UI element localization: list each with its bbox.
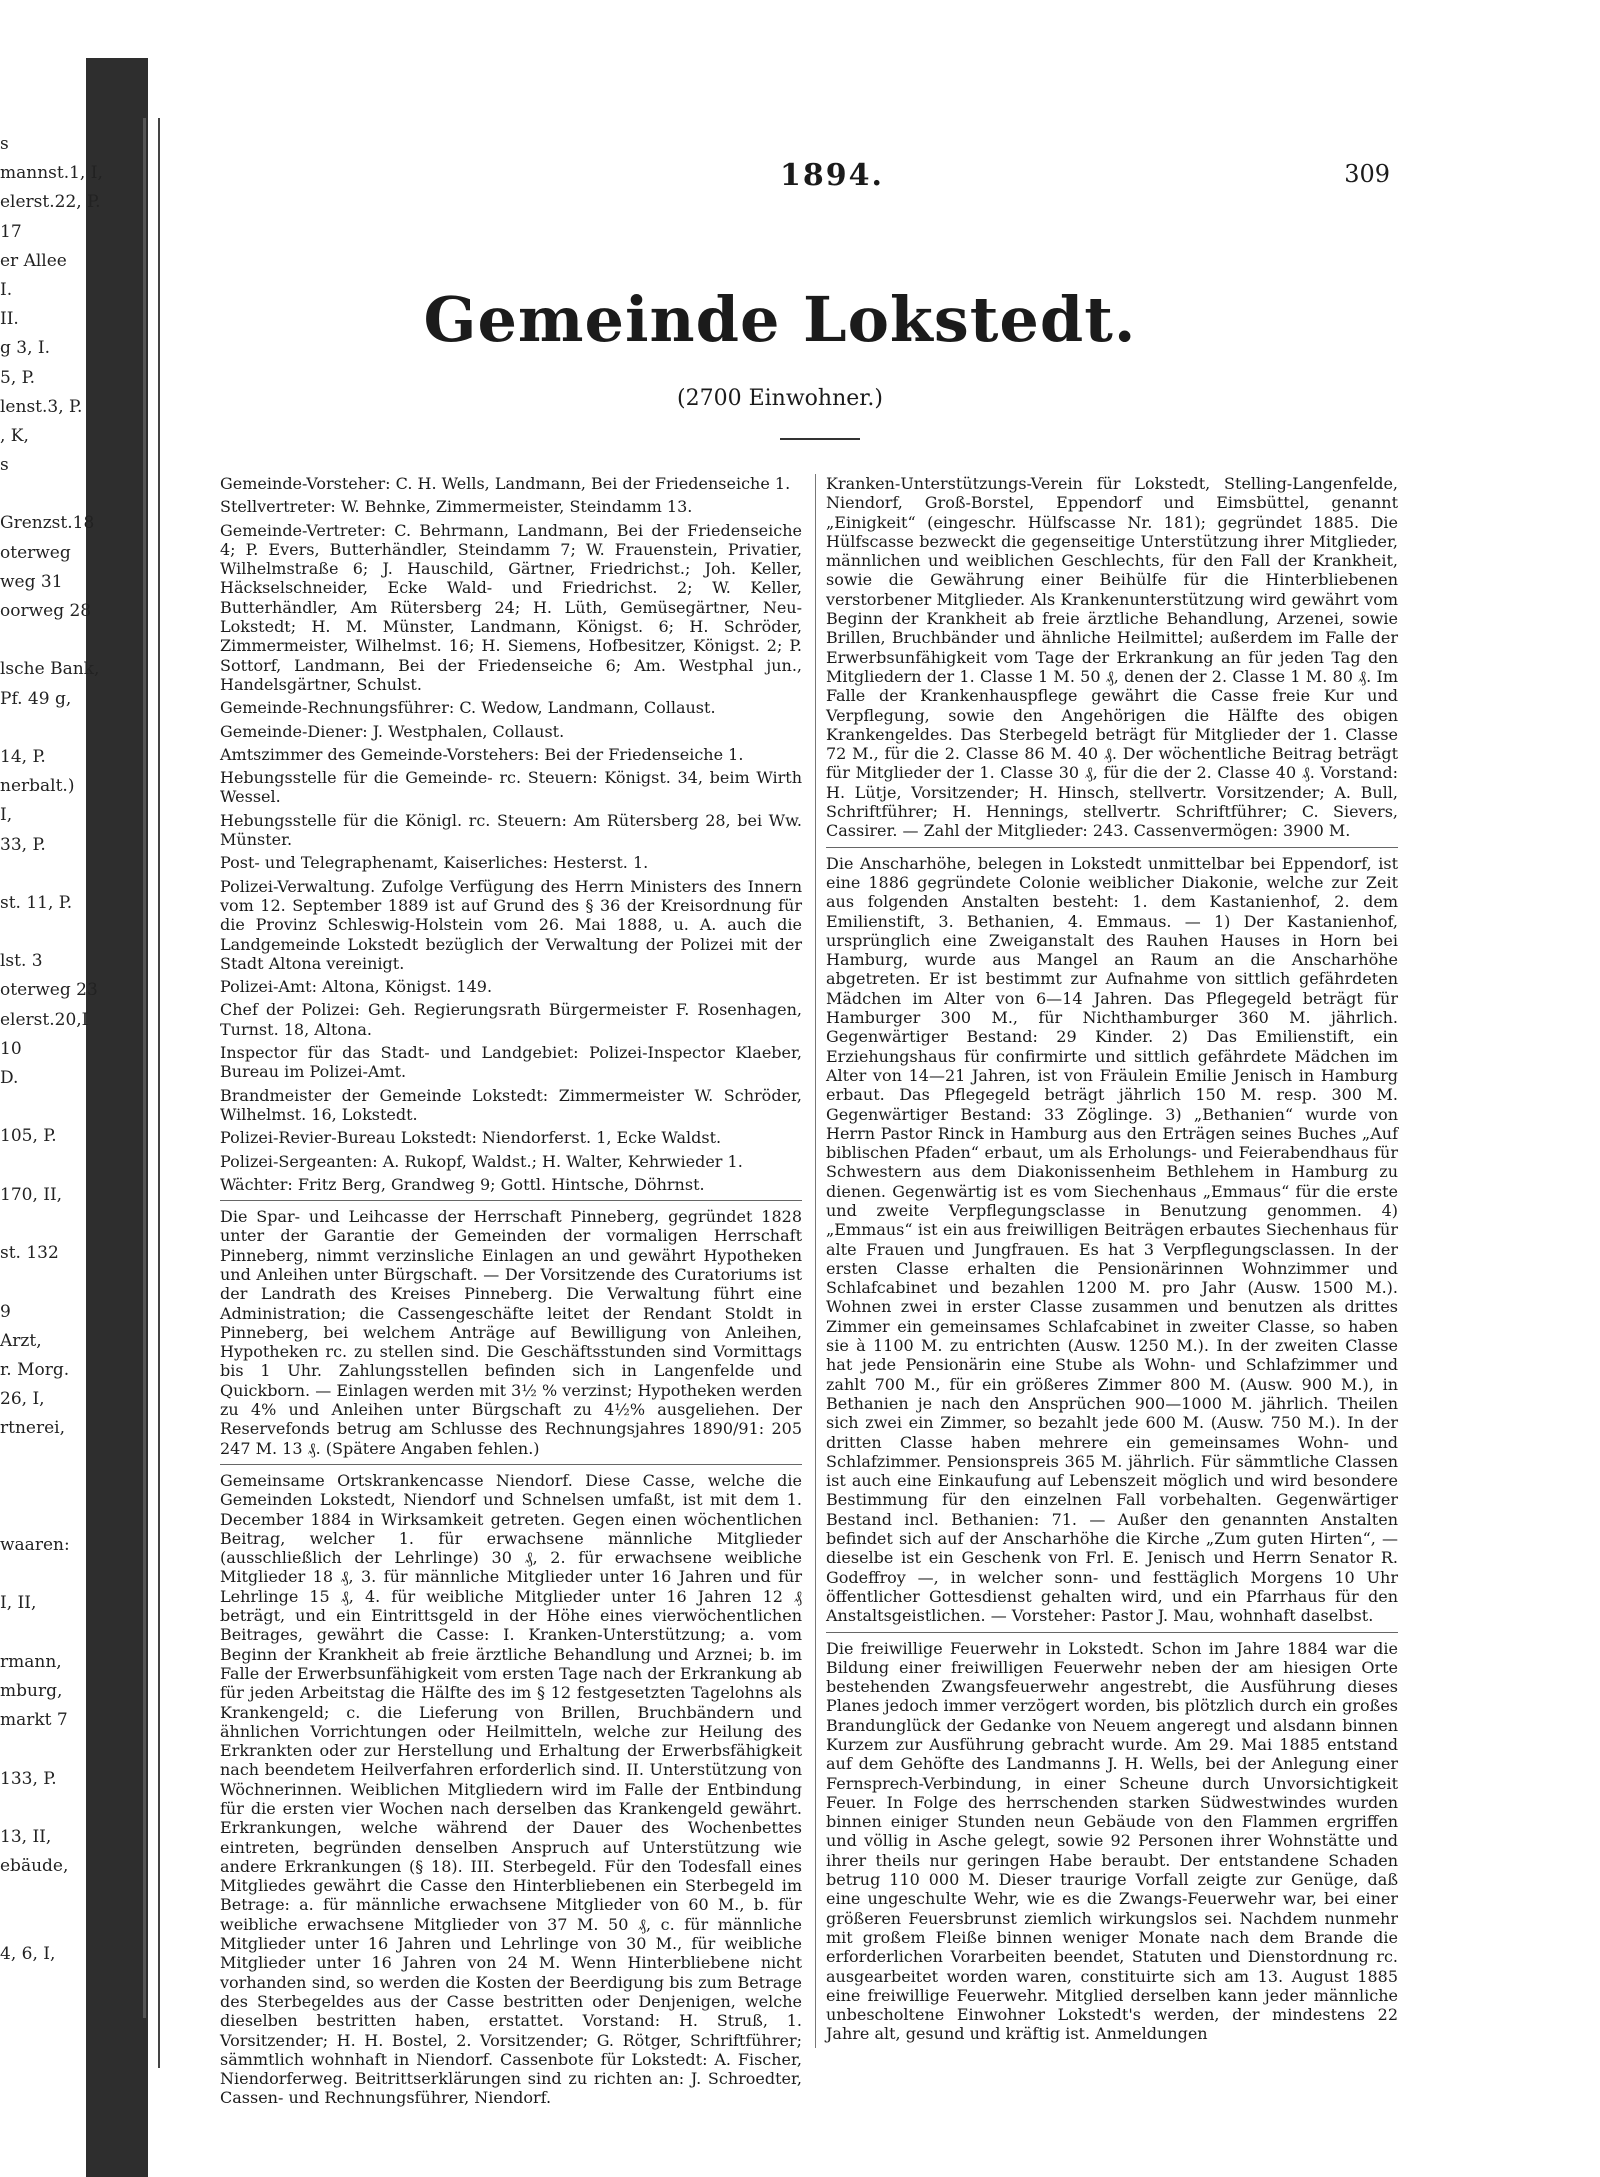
paragraph: Gemeinde-Vertreter: C. Behrmann, Landmann, Bei der Friedenseiche 4; P. Evers, Butterhändler, Steindamm 7; W. Frauenstein, Privatier, Wilhelmstraße 6; J. Hauschild, Gärtner, Friedrichst.; Joh. Keller, Häckselschneider, Ecke Wald- und Friedrichst. 2; W. Keller, Butterhändler, Am Rütersberg 24; H. Lüth, Gemüsegärtner, Neu-Lokstedt; H. M. Münster, Landmann, Königst. 6; H. Schröder, Zimmermeister, Wilhelmst. 16; H. Siemens, Hofbesitzer, Königst. 2; P. Sottorf, Landmann, Bei der Friedenseiche 6; Am. Westphal jun., Handelsgärtner, Schulst. (220, 520, 802, 694)
margin-fragment (0, 1473, 138, 1502)
margin-fragment (0, 1093, 138, 1122)
margin-fragment: 5, P. (0, 367, 36, 388)
paragraph: Gemeinde-Diener: J. Westphalen, Collaust. (220, 721, 565, 741)
margin-fragment: oorweg 28 (0, 601, 92, 621)
margin-fragment (0, 1443, 138, 1472)
margin-fragment (0, 1881, 138, 1910)
margin-fragment (0, 1560, 138, 1589)
margin-fragment: D. (0, 1068, 19, 1088)
paragraph: Polizei-Revier-Bureau Lokstedt: Niendorferst. 1, Ecke Waldst. (220, 1128, 722, 1148)
paragraph: Die Anscharhöhe, belegen in Lokstedt unmittelbar bei Eppendorf, ist eine 1886 gegründete Colonie weiblicher Diakonie, welche zur Zeit aus folgenden Anstalten besteht: 1. dem Kastanienhof, 2. dem Emilienstift, 3. Bethanien, 4. Emmaus. — 1) Der Kastanienhof, ursprünglich eine Zweiganstalt des Rauhen Hauses in Horn bei Hamburg, wurde aus Mangel an Raum an die Anscharhöhe abgetreten. Er ist bestimmt zur Aufnahme von sittlich gefährdeten Mädchen im Alter von 6—14 Jahren. Das Pflegegeld beträgt für Hamburger 300 M., für Nichthamburger 360 M. jährlich. Gegenwärtiger Bestand: 29 Kinder. 2) Das Emilienstift, ein Erziehungshaus für confirmirte und sittlich gefährdete Mädchen im Alter von 14—21 Jahren, ist von Fräulein Emilie Jenisch in Hamburg erbaut. Das Pflegegeld beträgt jährlich 150 M. resp. 300 M. Gegenwärtiger Bestand: 33 Zöglinge. 3) „Bethanien“ wurde von Herrn Pastor Rinck in Hamburg aus den Erträgen seines Buches „Auf biblischen Pfaden“ erbaut, um als Erholungs- und Feierabendhaus für Schwestern aus dem Diakonissenheim Bethlehem in Hamburg zu dienen. Gegenwärtig ist es vom Siechenhaus „Emmaus“ für die erste und zweite Verpflegungsclasse in Benutzung genommen. 4) „Emmaus“ ist ein aus freiwilligen Beiträgen erbautes Siechenhaus für alte Frauen und Jungfrauen. Es hat 3 Verpflegungsclassen. In der ersten Classe erhalten die Pensionärinnen Wohnzimmer und Schlafcabinet und bezahlen 1200 M. pro Jahr (Ausw. 1500 M.). Wohnen zwei in erster Classe zusammen und benutzen als drittes Zimmer ein gemeinsames Schlafcabinet in zweiter Classe, so haben sie à 1100 M. zu entrichten (Ausw. 1250 M.). In der zweiten Classe hat jede Pensionärin eine Stube als Wohn- und Schlafzimmer und zahlt 700 M., für ein größeres Zimmer 800 M. (Ausw. 900 M.), in Bethanien je nach den Ansprüchen 900—1000 M. jährlich. Theilen sich zwei ein Zimmer, so bezahlt jede 600 M. (Ausw. 750 M.). In der dritten Classe haben mehrere ein gemeinsames Wohn- und Schlafzimmer. Pensionspreis 365 M. jährlich. Für sämmtliche Classen ist auch eine Einkaufung auf Lebenszeit möglich und wird besondere Bestimmung für den einzelnen Fall vorbehalten. Gegenwärtiger Bestand incl. Bethanien: 71. — Außer den genannten Anstalten befindet sich auf der Anscharhöhe die Kirche „Zum guten Hirten“, — dieselbe ist ein Geschenk von Frl. E. Jenisch und Herrn Senator R. Godeffroy —, in welcher sonn- und festtäglich Morgens 10 Uhr öffentlicher Gottesdienst gehalten wird, und ein Pfarrhaus für den Anstaltsgeistlichen. — Vorsteher: Pastor J. Mau, wohnhaft daselbst. (826, 853, 1398, 1626)
margin-fragment: 10 (0, 1038, 22, 1059)
margin-fragment: I. (0, 279, 13, 300)
margin-fragment: st. 132 (0, 1243, 59, 1264)
margin-fragment (0, 1502, 138, 1531)
margin-fragment: er Allee (0, 250, 67, 271)
margin-fragment: 170, II, (0, 1184, 63, 1205)
section-divider (220, 1200, 802, 1201)
left-column (220, 474, 802, 2112)
paragraph: Kranken-Unterstützungs-Verein für Lokstedt, Stelling-Langenfelde, Niendorf, Groß-Borstel, Eppendorf und Eimsbüttel, genannt „Einigkeit“ (eingeschr. Hülfscasse Nr. 181); gegründet 1885. Die Hülfscasse bezweckt die gegenseitige Unterstützung ihrer Mitglieder, männlichen und weiblichen Geschlechts, für den Fall der Krankheit, sowie die Gewährung einer Beihülfe für die Hinterbliebenen verstorbener Mitglieder. Als Krankenunterstützung wird gewährt vom Beginn der Krankheit ab freie ärztliche Behandlung, Arzenei, sowie Brillen, Bruchbänder und ähnliche Heilmittel; außerdem im Falle der Erwerbsunfähigkeit vom Tage der Erkrankung an für jeden Tag den Mitgliedern der 1. Classe 1 M. 50 ₰, denen der 2. Classe 1 M. 80 ₰. Im Falle der Krankenhauspflege gewährt die Casse freie Kur und Verpflegung, sowie den Angehörigen die Hälfte des obigen Krankengeldes. Das Sterbegeld beträgt für Mitglieder der 1. Classe 72 M., für die 2. Classe 86 M. 40 ₰. Der wöchentliche Beitrag beträgt für Mitglieder der 1. Classe 30 ₰, für die der 2. Classe 40 ₰. Vorstand: H. Lütje, Vorsitzender; H. Hinsch, stellvertr. Vorsitzender; A. Bull, Schriftführer; H. Hennings, stellvertr. Schriftführer; C. Sievers, Cassirer. — Zahl der Mitglieder: 243. Cassenvermögen: 3900 M. (826, 474, 1398, 841)
margin-fragment (0, 1268, 138, 1297)
paragraph: Hebungsstelle für die Gemeinde- rc. Steuern: Königst. 34, beim Wirth Wessel. (220, 768, 802, 807)
margin-fragment (0, 1619, 138, 1648)
page (158, 118, 1400, 2108)
margin-fragment: weg 31 (0, 571, 63, 592)
margin-fragment: 9 (0, 1301, 11, 1322)
margin-fragment: r. Morg. (0, 1359, 70, 1380)
margin-fragment: Pf. 49 g, (0, 688, 72, 709)
margin-fragment: st. 11, P. (0, 892, 73, 913)
margin-fragment: s (0, 455, 9, 476)
title-rule (780, 438, 860, 440)
margin-fragment: waaren: (0, 1535, 70, 1555)
margin-fragment: 17 (0, 221, 22, 242)
paragraph: Polizei-Verwaltung. Zufolge Verfügung des Herrn Ministers des Innern vom 12. September 1889 ist auf Grund des § 36 der Kreisordnung für die Provinz Schleswig-Holstein vom 26. Mai 1888, u. A. auch die Landgemeinde Lokstedt bezüglich der Verwaltung der Polizei mit der Stadt Altona vereinigt. (220, 876, 802, 973)
margin-fragment (0, 918, 138, 947)
margin-fragment (0, 860, 138, 889)
margin-fragment (0, 714, 138, 743)
paragraph: Chef der Polizei: Geh. Regierungsrath Bürgermeister F. Rosenhagen, Turnst. 18, Altona. (220, 1000, 802, 1039)
margin-fragment: Grenzst.18 (0, 513, 95, 534)
paragraph: Gemeinsame Ortskrankencasse Niendorf. Diese Casse, welche die Gemeinden Lokstedt, Niendorf und Schnelsen umfaßt, ist mit dem 1. December 1884 in Wirksamkeit getreten. Gegen einen wöchentlichen Beitrag, welcher 1. für erwachsene männliche Mitglieder (ausschließlich der Lehrlinge) 30 ₰, 2. für erwachsene weibliche Mitglieder 18 ₰, 3. für männliche Mitglieder unter 16 Jahren und für Lehrlinge 15 ₰, 4. für weibliche Mitglieder unter 16 Jahren 12 ₰ beträgt, und ein Eintrittsgeld in der Höhe eines vierwöchentlichen Beitrages, gewährt die Casse: I. Kranken-Unterstützung; a. vom Beginn der Krankheit ab freie ärztliche Behandlung und Arznei; b. im Falle der Erwerbsunfähigkeit vom ersten Tage nach der Erkrankung ab für jeden Arbeitstag die Hälfte des im § 12 festgesetzten Tagelohns als Krankengeld; c. die Lieferung von Brillen, Bruchbändern und ähnlichen Vorrichtungen oder Heilmitteln, welche zur Heilung des Erkrankten oder zur Herstellung und Erhaltung der Erwerbsfähigkeit nach beendetem Heilverfahren erforderlich sind. II. Unterstützung von Wöchnerinnen. Weiblichen Mitgliedern wird im Falle der Entbindung für die ersten vier Wochen nach derselben das Krankengeld gewährt. Erkrankungen, welche während der Dauer des Wochenbettes eintreten, begründen denselben Anspruch auf Unterstützung wie andere Erkrankungen (§ 18). III. Sterbegeld. Für den Todesfall eines Mitgliedes gewährt die Casse den Hinterbliebenen ein Sterbegeld im Betrage: a. für männliche erwachsene Mitglieder von 60 M., b. für weibliche erwachsene Mitglieder von 37 M. 50 ₰, c. für männliche Mitglieder unter 16 Jahren und Lehrlinge von 30 M., für weibliche Mitglieder unter 16 Jahren von 24 M. Wenn Hinterbliebene nicht vorhanden sind, so werden die Kosten der Beerdigung bis zum Betrage des Sterbegeldes aus der Casse bestritten oder Denjenigen, welche dieselben bestritten haben, erstattet. Vorstand: H. Struß, 1. Vorsitzender; H. H. Bostel, 2. Vorsitzender; G. Rötger, Schriftführer; sämmtlich wohnhaft in Niendorf. Cassenbote für Lokstedt: A. Fischer, Niendorferweg. Beitrittserklärungen sind zu richten an: J. Schroedter, Cassen- und Rechnungsführer, Niendorf. (220, 1470, 802, 2108)
paragraph: Stellvertreter: W. Behnke, Zimmermeister, Steindamm 13. (220, 497, 693, 517)
right-column (815, 474, 1398, 2048)
margin-fragment: 133, P. (0, 1768, 57, 1789)
paragraph: Brandmeister der Gemeinde Lokstedt: Zimmermeister W. Schröder, Wilhelmst. 16, Lokstedt. (220, 1085, 802, 1124)
margin-fragment (0, 1152, 138, 1181)
paragraph: Polizei-Sergeanten: A. Rukopf, Waldst.; H. Walter, Kehrwieder 1. (220, 1151, 743, 1171)
margin-fragment: elerst.20,I (0, 1009, 89, 1030)
margin-fragment: lenst.3, P. (0, 396, 83, 417)
paragraph: Wächter: Fritz Berg, Grandweg 9; Gottl. Hintsche, Döhrnst. (220, 1174, 705, 1194)
margin-fragment (0, 1735, 138, 1764)
margin-fragment (0, 480, 138, 509)
margin-fragment: II. (0, 309, 19, 330)
margin-fragment: 26, I, (0, 1389, 45, 1410)
margin-fragment: I, II, (0, 1593, 37, 1614)
margin-fragment (0, 1210, 138, 1239)
paragraph: Die Spar- und Leihcasse der Herrschaft Pinneberg, gegründet 1828 unter der Garantie der Gemeinden der vormaligen Herrschaft Pinneberg, nimmt verzinsliche Einlagen an und gewährt Hypotheken und Anleihen unter Bürgschaft. — Der Vorsitzende des Curatoriums ist der Landrath des Kreises Pinneberg. Die Verwaltung führt eine Administration; die Cassengeschäfte leitet der Rendant Stoldt in Pinneberg, bei welchem Anträge auf Bewilligung von Anleihen, Hypotheken rc. zu stellen sind. Die Geschäftsstunden sind Vormittags bis 1 Uhr. Zahlungsstellen befinden sich in Langenfelde und Quickborn. — Einlagen werden mit 3½ % verzinst; Hypotheken werden zu 4% und Anleihen unter Bürgschaft zu 4½% ausgeliehen. Der Reservefonds betrug am Schlusse des Rechnungsjahres 1890/91: 205 247 M. 13 ₰. (Spätere Angaben fehlen.) (220, 1207, 802, 1458)
margin-fragment: mannst.1, I, (0, 163, 103, 184)
margin-fragment: rtnerei, (0, 1418, 65, 1439)
paragraph: Inspector für das Stadt- und Landgebiet: Polizei-Inspector Klaeber, Bureau im Polizei-Amt. (220, 1043, 802, 1082)
margin-fragment: , K, (0, 425, 29, 446)
paragraph: Die freiwillige Feuerwehr in Lokstedt. Schon im Jahre 1884 war die Bildung einer freiwilligen Feuerwehr neben der am hiesigen Orte bestehenden Zwangsfeuerwehr angestrebt, die Ausführung dieses Planes jedoch immer verzögert worden, bis plötzlich durch ein großes Brandunglück der Gedanke von Neuem angeregt und alsdann binnen Kurzem zur Ausführung gebracht wurde. Am 29. Mai 1885 entstand auf dem Gehöfte des Landmanns J. H. Wells, bei der Anlegung einer Fernsprech-Verbindung, in einer Scheune durch Unvorsichtigkeit Feuer. In Folge des herrschenden starken Südwestwindes wurden binnen einiger Stunden neun Gebäude von den Flammen ergriffen und völlig in Asche gelegt, sowie 92 Personen ihrer Wohnstätte und ihrer theils nur geringen Habe beraubt. Der entstandene Schaden betrug 110 000 M. Dieser traurige Vorfall zeigte zur Genüge, daß eine ungeschulte Wehr, wie es die Zwangs-Feuerwehr war, bei einer größeren Feuersbrunst ziemlich wirkungslos sei. Nachdem nunmehr mit großem Fleiße binnen weniger Monate nach dem Brande die erforderlichen Vorarbeiten beendet, Statuten und Dienstordnung rc. ausgearbeitet worden waren, constituirte sich am 13. August 1885 eine freiwillige Feuerwehr. Mitglied derselben kann jeder männliche unbescholtene Einwohner Lokstedt's werden, der mindestens 22 Jahre alt, gesund und kräftig ist. Anmeldungen (826, 1638, 1398, 2044)
margin-fragment: nerbalt.) (0, 776, 75, 797)
margin-fragment: ebäude, (0, 1856, 69, 1877)
margin-fragment (0, 626, 138, 655)
margin-fragment: rmann, (0, 1651, 62, 1672)
margin-fragment: lst. 3 (0, 951, 43, 972)
section-divider (220, 1464, 802, 1465)
paragraph: Hebungsstelle für die Königl. rc. Steuern: Am Rütersberg 28, bei Ww. Münster. (220, 810, 802, 850)
paragraph: Post- und Telegraphenamt, Kaiserliches: Hesterst. 1. (220, 853, 649, 873)
margin-fragment: 13, II, (0, 1826, 52, 1847)
margin-fragment: 105, P. (0, 1126, 57, 1147)
paragraph: Polizei-Amt: Altona, Königst. 149. (220, 977, 493, 997)
margin-fragment: elerst.22, P. (0, 192, 101, 213)
margin-fragment: markt 7 (0, 1710, 68, 1731)
margin-fragment: mburg, (0, 1680, 63, 1701)
page-subtitle: (2700 Einwohner.) (677, 386, 883, 411)
margin-fragment: oterweg 23 (0, 980, 98, 1001)
section-divider (826, 847, 1398, 848)
margin-fragment: 33, P. (0, 834, 46, 855)
margin-fragment: 4, 6, I, (0, 1943, 56, 1964)
margin-fragment: 14, P. (0, 746, 46, 767)
margin-fragment: Arzt, (0, 1330, 42, 1351)
margin-fragment (0, 1910, 138, 1939)
header-year: 1894. (780, 158, 884, 193)
margin-fragment (0, 1794, 138, 1823)
section-divider (826, 1632, 1398, 1633)
page-header (160, 158, 1400, 198)
paragraph: Gemeinde-Rechnungsführer: C. Wedow, Landmann, Collaust. (220, 698, 716, 718)
page-title: Gemeinde Lokstedt. (423, 283, 1137, 356)
margin-fragment: lsche Bank, (0, 659, 100, 680)
paragraph: Amtszimmer des Gemeinde-Vorstehers: Bei der Friedenseiche 1. (220, 744, 744, 764)
margin-fragment: I, (0, 805, 13, 826)
page-gutter (143, 118, 146, 2018)
margin-fragment: oterweg (0, 542, 71, 563)
facing-page-margin (0, 130, 138, 1964)
margin-fragment: g 3, I. (0, 338, 51, 359)
paragraph: Gemeinde-Vorsteher: C. H. Wells, Landmann, Bei der Friedenseiche 1. (220, 474, 791, 493)
page-number: 309 (1344, 160, 1390, 188)
margin-fragment: s (0, 134, 9, 154)
